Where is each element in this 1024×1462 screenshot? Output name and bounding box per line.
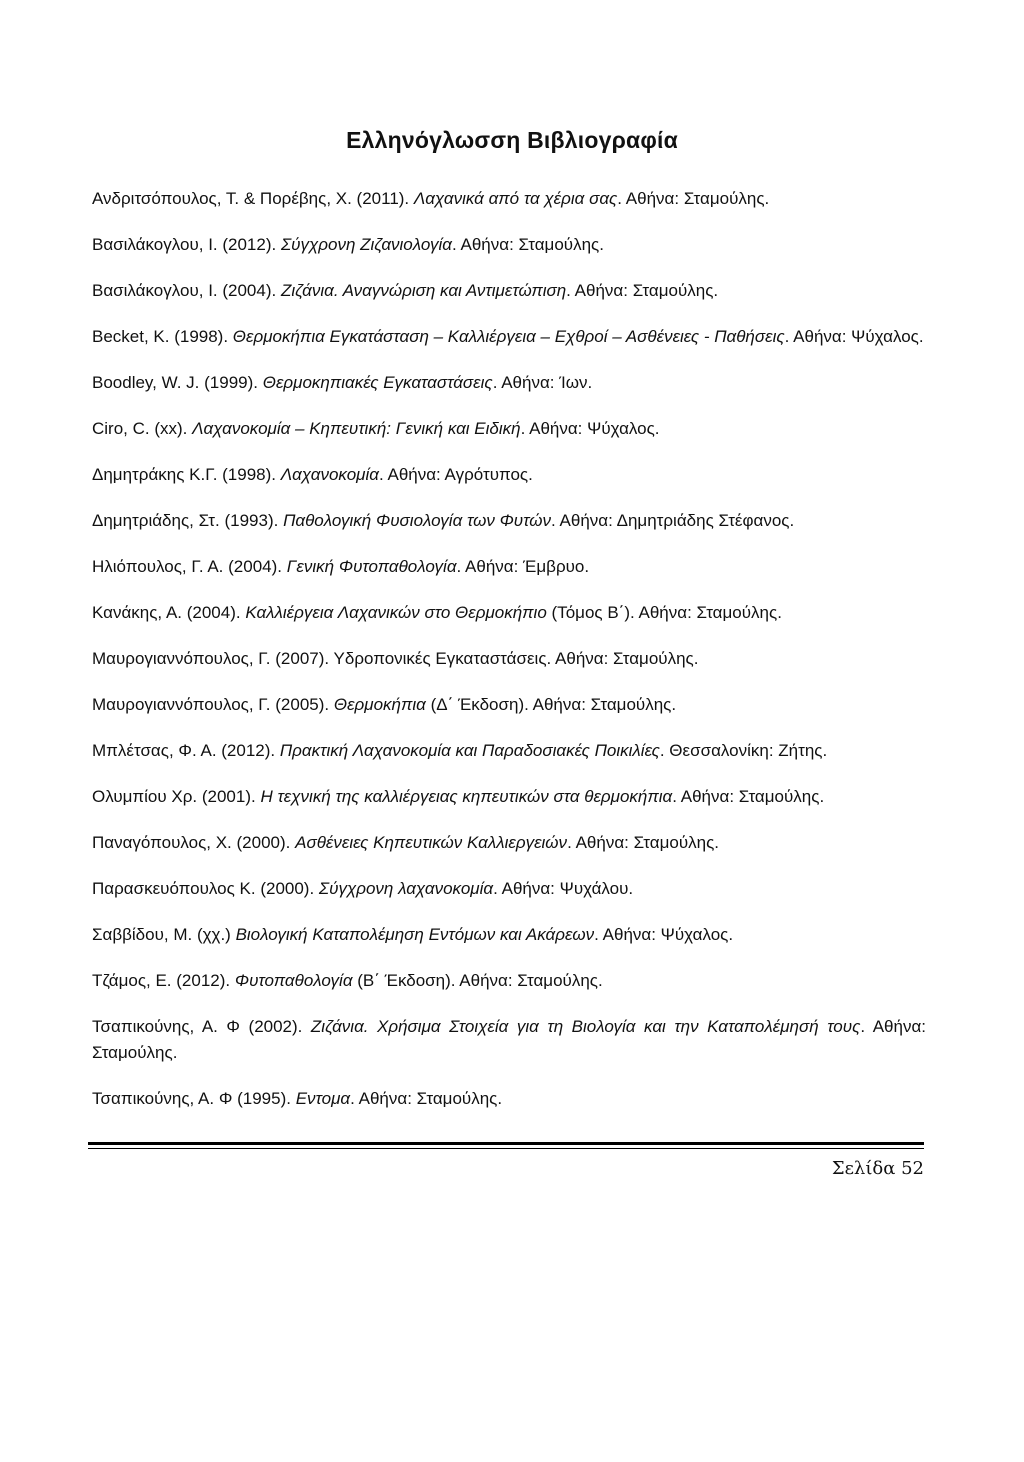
reference-publisher: (Δ΄ Έκδοση). Αθήνα: Σταμούλης.	[425, 695, 677, 714]
reference-author-year: Βασιλάκογλου, Ι. (2012).	[92, 235, 281, 254]
reference-entry	[92, 784, 926, 810]
reference-title: Πρακτική Λαχανοκομία και Παραδοσιακές Ποικιλίες	[279, 741, 660, 760]
reference-entry	[92, 692, 926, 718]
reference-entry	[92, 1086, 926, 1112]
reference-author-year: Παρασκευόπουλος Κ. (2000).	[92, 879, 319, 898]
reference-author-year: Σαββίδου, Μ. (χχ.)	[92, 925, 236, 944]
reference-author-year: Μπλέτσας, Φ. Α. (2012).	[92, 741, 280, 760]
reference-title: Γενική Φυτοπαθολογία	[286, 557, 457, 576]
reference-author-year: Δημητριάδης, Στ. (1993).	[92, 511, 284, 530]
reference-publisher: . Αθήνα: Δημητριάδης Στέφανος.	[551, 511, 795, 530]
reference-publisher: . Αθήνα: Σταμούλης.	[452, 235, 604, 254]
reference-publisher: . Θεσσαλονίκη: Ζήτης.	[659, 741, 828, 760]
reference-author-year: Ανδριτσόπουλος, Τ. & Πορέβης, Χ. (2011).	[92, 189, 414, 208]
reference-entry	[92, 232, 926, 258]
reference-entry	[92, 508, 926, 534]
reference-entry	[92, 1014, 926, 1066]
reference-author-year: Βασιλάκογλου, Ι. (2004).	[92, 281, 281, 300]
reference-publisher: . Αθήνα: Σταμούλης.	[350, 1089, 503, 1108]
reference-author-year: Παναγόπουλος, Χ. (2000).	[92, 833, 296, 852]
reference-author-year: Boodley, W. J. (1999).	[92, 373, 263, 392]
reference-title: Βιολογική Καταπολέμηση Εντόμων και Ακάρεων	[235, 925, 595, 944]
reference-publisher: . Αθήνα: Σταμούλης.	[92, 1017, 927, 1062]
reference-title: Ζιζάνια. Χρήσιμα Στοιχεία για τη Βιολογία και την Καταπολέμησή τους	[310, 1017, 861, 1036]
reference-entry	[92, 646, 926, 672]
page-number: Σελίδα 52	[831, 1158, 924, 1179]
reference-title: Σύγχρονη Ζιζανιολογία	[280, 235, 452, 254]
page-title: Ελληνόγλωσση Βιβλιογραφία	[346, 127, 678, 153]
reference-entry	[92, 922, 926, 948]
reference-entry	[92, 186, 926, 212]
reference-author-year: Μαυρογιαννόπουλος, Γ. (2005).	[92, 695, 334, 714]
reference-publisher: . Αθήνα: Ίων.	[492, 373, 593, 392]
reference-title: Ασθένειες Κηπευτικών Καλλιεργειών	[295, 833, 568, 852]
reference-publisher: . Αθήνα: Ψύχαλος.	[594, 925, 734, 944]
reference-title: Θερμοκηπιακές Εγκαταστάσεις	[262, 373, 493, 392]
reference-title: Θερμοκήπια	[333, 695, 426, 714]
reference-entry	[92, 876, 926, 902]
reference-entry	[92, 324, 926, 350]
reference-publisher: . Αθήνα: Σταμούλης.	[617, 189, 770, 208]
reference-title: Εντομα	[295, 1089, 351, 1108]
reference-title: Φυτοπαθολογία	[234, 971, 353, 990]
reference-entry	[92, 370, 926, 396]
reference-publisher: . Αθήνα: Σταμούλης.	[672, 787, 825, 806]
reference-title: Θερμοκήπια Εγκατάσταση – Καλλιέργεια – Εχθροί – Ασθένειες - Παθήσεις	[232, 327, 785, 346]
reference-title: Παθολογική Φυσιολογία των Φυτών	[283, 511, 552, 530]
reference-author-year: Ηλιόπουλος, Γ. Α. (2004).	[92, 557, 287, 576]
reference-entry	[92, 416, 926, 442]
reference-publisher: . Αθήνα: Αγρότυπος.	[378, 465, 533, 484]
reference-publisher: (Τόμος Β΄). Αθήνα: Σταμούλης.	[546, 603, 782, 622]
reference-list	[92, 186, 926, 1132]
reference-title: Σύγχρονη λαχανοκομία	[318, 879, 494, 898]
reference-entry	[92, 278, 926, 304]
reference-entry	[92, 462, 926, 488]
reference-author-year: Becket, K. (1998).	[92, 327, 233, 346]
reference-title: Λαχανικά από τα χέρια σας	[413, 189, 618, 208]
reference-author-year: Τσαπικούνης, Α. Φ (1995).	[92, 1089, 296, 1108]
reference-entry	[92, 554, 926, 580]
footer-rule-thin	[88, 1148, 924, 1149]
reference-publisher: . Αθήνα: Έμβρυο.	[456, 557, 590, 576]
reference-entry	[92, 830, 926, 856]
reference-title: Λαχανοκομία – Κηπευτική: Γενική και Ειδική	[192, 419, 521, 438]
reference-entry	[92, 968, 926, 994]
reference-publisher: . Αθήνα: Ψύχαλος.	[784, 327, 924, 346]
reference-title: Ζιζάνια. Αναγνώριση και Αντιμετώπιση	[280, 281, 567, 300]
reference-publisher: . Αθήνα: Ψύχαλος.	[520, 419, 660, 438]
reference-publisher: . Αθήνα: Ψυχάλου.	[493, 879, 634, 898]
reference-publisher: . Αθήνα: Σταμούλης.	[566, 281, 719, 300]
reference-author-year: Τσαπικούνης, Α. Φ (2002).	[92, 1017, 311, 1036]
reference-title: Καλλιέργεια Λαχανικών στο Θερμοκήπιο	[245, 603, 547, 622]
reference-author-year: Τζάμος, Ε. (2012).	[92, 971, 235, 990]
reference-publisher: . Αθήνα: Σταμούλης.	[567, 833, 720, 852]
reference-author-year: Δημητράκης Κ.Γ. (1998).	[92, 465, 281, 484]
reference-author-year: Μαυρογιαννόπουλος, Γ. (2007). Υδροπονικές Εγκαταστάσεις. Αθήνα: Σταμούλης.	[92, 649, 699, 668]
reference-entry	[92, 738, 926, 764]
reference-publisher: (Β΄ Έκδοση). Αθήνα: Σταμούλης.	[352, 971, 603, 990]
reference-author-year: Ciro, C. (xx).	[92, 419, 193, 438]
reference-author-year: Ολυμπίου Χρ. (2001).	[92, 787, 261, 806]
reference-author-year: Κανάκης, Α. (2004).	[92, 603, 246, 622]
footer-rule	[88, 1142, 924, 1145]
reference-title: Η τεχνική της καλλιέργειας κηπευτικών στα θερμοκήπια	[260, 787, 673, 806]
reference-entry	[92, 600, 926, 626]
reference-title: Λαχανοκομία	[280, 465, 379, 484]
